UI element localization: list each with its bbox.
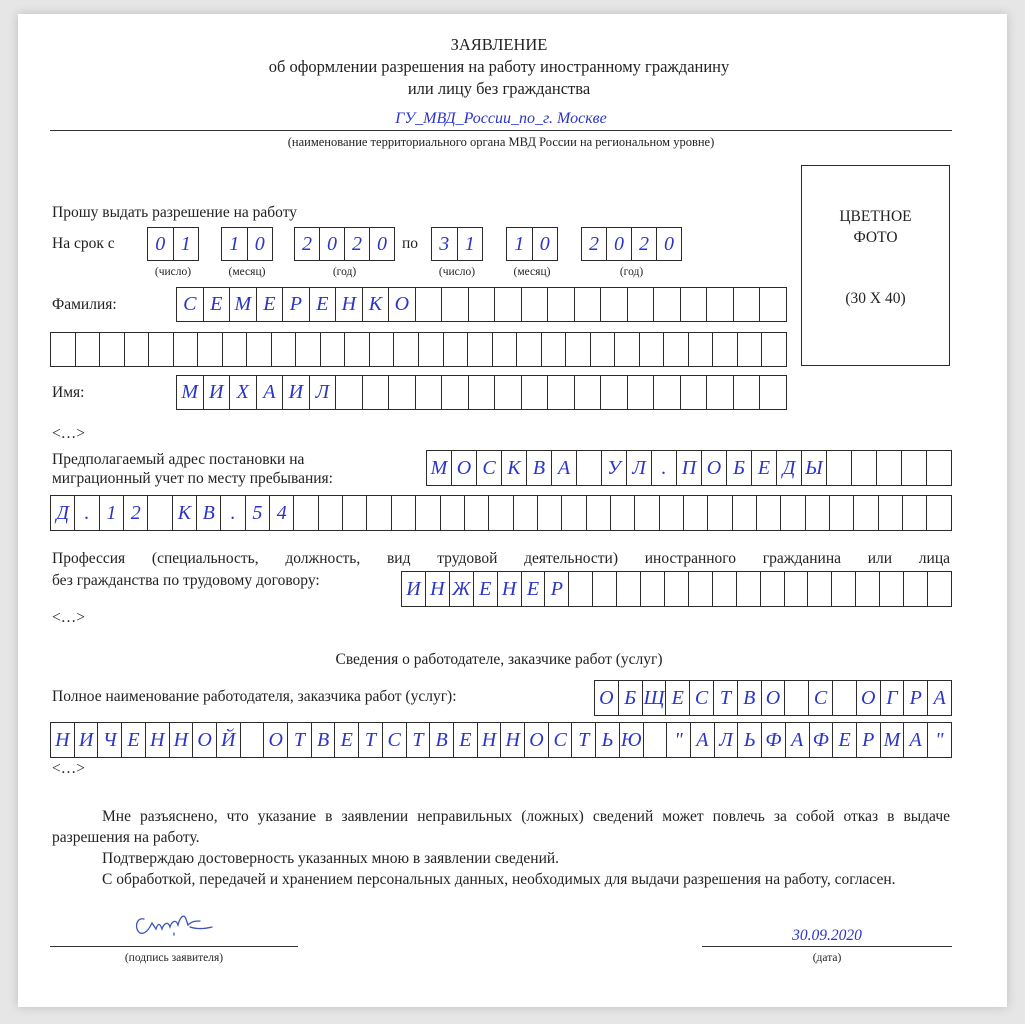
letter-box[interactable]	[903, 571, 928, 607]
letter-box[interactable]	[807, 571, 832, 607]
from-month-boxes[interactable]	[221, 227, 273, 261]
letter-box[interactable]	[627, 287, 655, 322]
letter-box[interactable]: 2	[344, 227, 370, 261]
letter-box[interactable]	[391, 495, 416, 531]
letter-box[interactable]	[616, 571, 641, 607]
letter-box[interactable]: В	[429, 722, 454, 758]
letter-box[interactable]: О	[388, 287, 416, 322]
letter-box[interactable]	[759, 287, 787, 322]
letter-box[interactable]: Х	[229, 375, 257, 410]
letter-box[interactable]: М	[880, 722, 905, 758]
caption-to-month: (месяц)	[513, 266, 551, 278]
letter-box[interactable]	[784, 680, 809, 716]
caption-from-year: (год)	[332, 266, 357, 278]
letter-box[interactable]: И	[401, 571, 426, 607]
letter-box[interactable]: Е	[309, 287, 337, 322]
letter-box[interactable]	[600, 287, 628, 322]
letter-box[interactable]	[659, 495, 684, 531]
letter-box[interactable]	[592, 571, 617, 607]
letter-box[interactable]: Е	[521, 571, 546, 607]
letter-box[interactable]: 1	[506, 227, 533, 261]
letter-box[interactable]: В	[737, 680, 762, 716]
employer-section-title: Сведения о работодателе, заказчике работ (услуг)	[335, 651, 663, 668]
letter-box[interactable]: Е	[473, 571, 498, 607]
letter-box[interactable]: 0	[532, 227, 559, 261]
letter-box[interactable]: Д	[50, 495, 75, 531]
letter-box[interactable]	[388, 375, 416, 410]
letter-box[interactable]	[627, 375, 655, 410]
authority-caption: (наименование территориального органа МВД России на региональном уровне)	[287, 135, 715, 149]
firstname-boxes[interactable]	[176, 375, 787, 410]
surname-boxes-row1[interactable]	[176, 287, 787, 322]
letter-box[interactable]: О	[761, 680, 786, 716]
letter-box[interactable]: А	[785, 722, 810, 758]
letter-box[interactable]	[516, 332, 542, 367]
letter-box[interactable]: О	[594, 680, 619, 716]
letter-box[interactable]	[521, 375, 549, 410]
letter-box[interactable]	[148, 332, 174, 367]
letter-box[interactable]: 3	[431, 227, 458, 261]
letter-box[interactable]	[440, 495, 465, 531]
letter-box[interactable]	[99, 332, 125, 367]
letter-box[interactable]	[680, 287, 708, 322]
letter-box[interactable]	[829, 495, 854, 531]
period-to-label: по	[402, 235, 419, 252]
caption-from-month: (месяц)	[228, 266, 266, 278]
letter-box[interactable]	[576, 450, 602, 486]
letter-box[interactable]	[561, 495, 586, 531]
letter-box[interactable]: Л	[626, 450, 652, 486]
letter-box[interactable]	[756, 495, 781, 531]
letter-box[interactable]: А	[690, 722, 715, 758]
date-caption: (дата)	[812, 952, 842, 964]
letter-box[interactable]	[610, 495, 635, 531]
letter-box[interactable]	[780, 495, 805, 531]
photo-label-line2: ФОТО	[853, 229, 898, 246]
date-field[interactable]: 30.09.2020	[792, 927, 862, 944]
letter-box[interactable]	[521, 287, 549, 322]
letter-box[interactable]: 0	[606, 227, 632, 261]
letter-box[interactable]	[362, 375, 390, 410]
letter-box[interactable]	[246, 332, 272, 367]
profession-label-line1: Профессия (специальность, должность, вид трудовой деятельности) иностранного гражданина или лица	[52, 550, 950, 567]
letter-box[interactable]: Й	[216, 722, 241, 758]
letter-box[interactable]	[759, 375, 787, 410]
letter-box[interactable]	[574, 287, 602, 322]
letter-box[interactable]: И	[74, 722, 99, 758]
address-boxes-row2[interactable]	[50, 495, 952, 531]
letter-box[interactable]: В	[311, 722, 336, 758]
letter-box[interactable]: Н	[500, 722, 525, 758]
to-day-boxes[interactable]	[431, 227, 483, 261]
letter-box[interactable]: О	[856, 680, 881, 716]
letter-box[interactable]: 2	[123, 495, 148, 531]
employer-boxes-row2[interactable]	[50, 722, 952, 758]
letter-box[interactable]: Ь	[737, 722, 762, 758]
letter-box[interactable]	[240, 722, 265, 758]
letter-box[interactable]	[468, 287, 496, 322]
letter-box[interactable]	[568, 571, 593, 607]
photo-box	[801, 165, 950, 366]
letter-box[interactable]	[760, 571, 785, 607]
letter-box[interactable]	[222, 332, 248, 367]
letter-box[interactable]: .	[651, 450, 677, 486]
letter-box[interactable]	[366, 495, 391, 531]
letter-box[interactable]: Б	[618, 680, 643, 716]
letter-box[interactable]: И	[203, 375, 231, 410]
letter-box[interactable]	[75, 332, 101, 367]
letter-box[interactable]	[927, 571, 952, 607]
photo-label-line1: ЦВЕТНОЕ	[839, 208, 912, 225]
address-label-line2: миграционный учет по месту пребывания:	[52, 470, 333, 487]
letter-box[interactable]: В	[196, 495, 221, 531]
letter-box[interactable]: С	[382, 722, 407, 758]
letter-box[interactable]	[878, 495, 903, 531]
letter-box[interactable]: А	[927, 680, 952, 716]
letter-box[interactable]	[600, 375, 628, 410]
letter-box[interactable]: 0	[369, 227, 395, 261]
letter-box[interactable]: Н	[335, 287, 363, 322]
letter-box[interactable]	[831, 571, 856, 607]
letter-box[interactable]	[197, 332, 223, 367]
letter-box[interactable]	[124, 332, 150, 367]
letter-box[interactable]	[680, 375, 708, 410]
letter-box[interactable]: 1	[457, 227, 484, 261]
letter-box[interactable]: Н	[145, 722, 170, 758]
letter-box[interactable]: Ы	[801, 450, 827, 486]
letter-box[interactable]: О	[192, 722, 217, 758]
form-title: ЗАЯВЛЕНИЕ	[450, 35, 548, 54]
letter-box[interactable]	[784, 571, 809, 607]
letter-box[interactable]: 1	[99, 495, 124, 531]
letter-box[interactable]: Е	[334, 722, 359, 758]
letter-box[interactable]: 4	[269, 495, 294, 531]
letter-box[interactable]	[639, 332, 665, 367]
letter-box[interactable]: К	[362, 287, 390, 322]
letter-box[interactable]	[643, 722, 668, 758]
letter-box[interactable]: Щ	[642, 680, 667, 716]
letter-box[interactable]	[565, 332, 591, 367]
letter-box[interactable]	[464, 495, 489, 531]
letter-box[interactable]	[271, 332, 297, 367]
form-subtitle-line2: или лицу без гражданства	[407, 79, 591, 98]
letter-box[interactable]: Е	[121, 722, 146, 758]
letter-box[interactable]	[832, 680, 857, 716]
letter-box[interactable]: Н	[50, 722, 75, 758]
letter-box[interactable]: Р	[903, 680, 928, 716]
letter-box[interactable]: Т	[358, 722, 383, 758]
letter-box[interactable]	[541, 332, 567, 367]
to-month-boxes[interactable]	[506, 227, 558, 261]
letter-box[interactable]: 2	[294, 227, 320, 261]
letter-box[interactable]	[851, 450, 877, 486]
letter-box[interactable]: С	[476, 450, 502, 486]
letter-box[interactable]: Н	[477, 722, 502, 758]
date-line	[702, 946, 952, 947]
letter-box[interactable]	[590, 332, 616, 367]
letter-box[interactable]: Л	[714, 722, 739, 758]
letter-box[interactable]	[653, 287, 681, 322]
handwritten-signature	[130, 907, 220, 947]
letter-box[interactable]	[441, 287, 469, 322]
letter-box[interactable]: Е	[832, 722, 857, 758]
letter-box[interactable]	[707, 495, 732, 531]
letter-box[interactable]: Е	[256, 287, 284, 322]
letter-box[interactable]: Ю	[619, 722, 644, 758]
letter-box[interactable]	[441, 375, 469, 410]
omission-mark-1: <…>	[52, 425, 85, 442]
letter-box[interactable]: Т	[713, 680, 738, 716]
letter-box[interactable]: Т	[406, 722, 431, 758]
authority-underline	[50, 130, 952, 131]
letter-box[interactable]	[415, 495, 440, 531]
letter-box[interactable]: Е	[751, 450, 777, 486]
letter-box[interactable]	[488, 495, 513, 531]
letter-box[interactable]: Л	[309, 375, 337, 410]
letter-box[interactable]	[761, 332, 787, 367]
request-label: Прошу выдать разрешение на работу	[52, 204, 298, 221]
letter-box[interactable]: С	[548, 722, 573, 758]
letter-box[interactable]	[926, 495, 951, 531]
letter-box[interactable]	[663, 332, 689, 367]
letter-box[interactable]	[805, 495, 830, 531]
letter-box[interactable]	[537, 495, 562, 531]
letter-box[interactable]	[688, 332, 714, 367]
letter-box[interactable]	[664, 571, 689, 607]
letter-box[interactable]: О	[263, 722, 288, 758]
declaration-paragraph-3: С обработкой, передачей и хранением персональных данных, необходимых для выдачи разрешения на работу, согласен.	[102, 871, 896, 888]
letter-box[interactable]	[879, 571, 904, 607]
letter-box[interactable]: Б	[726, 450, 752, 486]
letter-box[interactable]: О	[524, 722, 549, 758]
letter-box[interactable]: И	[282, 375, 310, 410]
letter-box[interactable]: М	[426, 450, 452, 486]
letter-box[interactable]: "	[666, 722, 691, 758]
letter-box[interactable]	[640, 571, 665, 607]
letter-box[interactable]: .	[220, 495, 245, 531]
letter-box[interactable]: Н	[425, 571, 450, 607]
letter-box[interactable]	[418, 332, 444, 367]
letter-box[interactable]: 0	[319, 227, 345, 261]
application-form-sheet	[18, 14, 1007, 1007]
letter-box[interactable]	[634, 495, 659, 531]
authority-field[interactable]: ГУ_МВД_России_по_г. Москве	[395, 110, 607, 127]
letter-box[interactable]: Ж	[449, 571, 474, 607]
letter-box[interactable]	[733, 287, 761, 322]
letter-box[interactable]: О	[701, 450, 727, 486]
letter-box[interactable]	[736, 571, 761, 607]
letter-box[interactable]	[688, 571, 713, 607]
letter-box[interactable]	[614, 332, 640, 367]
photo-size: (30 Х 40)	[845, 290, 906, 307]
signature-caption: (подпись заявителя)	[124, 952, 224, 964]
letter-box[interactable]: Е	[453, 722, 478, 758]
letter-box[interactable]	[653, 375, 681, 410]
letter-box[interactable]	[547, 375, 575, 410]
letter-box[interactable]: У	[601, 450, 627, 486]
letter-box[interactable]	[173, 332, 199, 367]
letter-box[interactable]	[50, 332, 76, 367]
letter-box[interactable]	[494, 287, 522, 322]
form-subtitle-line1: об оформлении разрешения на работу иностранному гражданину	[268, 57, 730, 76]
letter-box[interactable]	[513, 495, 538, 531]
letter-box[interactable]	[853, 495, 878, 531]
letter-box[interactable]	[369, 332, 395, 367]
letter-box[interactable]: Е	[665, 680, 690, 716]
declaration-paragraph-1: Мне разъяснено, что указание в заявлении неправильных (ложных) сведений может повлечь за собой отказ в выдаче разрешения на работу.	[52, 808, 950, 846]
letter-box[interactable]	[733, 375, 761, 410]
letter-box[interactable]	[293, 495, 318, 531]
letter-box[interactable]: П	[676, 450, 702, 486]
letter-box[interactable]	[706, 375, 734, 410]
letter-box[interactable]	[826, 450, 852, 486]
letter-box[interactable]	[443, 332, 469, 367]
firstname-label: Имя:	[52, 384, 85, 401]
profession-boxes[interactable]	[401, 571, 952, 607]
letter-box[interactable]	[732, 495, 757, 531]
surname-label: Фамилия:	[52, 296, 117, 313]
profession-label-line2: без гражданства по трудовому договору:	[52, 572, 320, 589]
letter-box[interactable]: 1	[221, 227, 248, 261]
letter-box[interactable]: 2	[631, 227, 657, 261]
letter-box[interactable]	[295, 332, 321, 367]
omission-mark-2: <…>	[52, 609, 85, 626]
letter-box[interactable]: М	[176, 375, 204, 410]
employer-boxes-row1[interactable]	[594, 680, 952, 716]
letter-box[interactable]: К	[172, 495, 197, 531]
letter-box[interactable]: Н	[169, 722, 194, 758]
letter-box[interactable]: Ф	[809, 722, 834, 758]
letter-box[interactable]: Р	[856, 722, 881, 758]
letter-box[interactable]	[712, 571, 737, 607]
letter-box[interactable]	[737, 332, 763, 367]
declaration-paragraph-2: Подтверждаю достоверность указанных мною в заявлении сведений.	[102, 850, 560, 867]
letter-box[interactable]: О	[451, 450, 477, 486]
letter-box[interactable]	[342, 495, 367, 531]
letter-box[interactable]	[344, 332, 370, 367]
address-boxes-row1[interactable]	[426, 450, 952, 486]
letter-box[interactable]	[901, 450, 927, 486]
letter-box[interactable]: Г	[880, 680, 905, 716]
letter-box[interactable]: Т	[571, 722, 596, 758]
letter-box[interactable]: 0	[147, 227, 174, 261]
letter-box[interactable]: С	[176, 287, 204, 322]
caption-from-day: (число)	[154, 266, 192, 278]
address-label-line1: Предполагаемый адрес постановки на	[52, 451, 305, 468]
letter-box[interactable]: 1	[173, 227, 200, 261]
letter-box[interactable]	[494, 375, 522, 410]
from-year-boxes[interactable]	[294, 227, 395, 261]
letter-box[interactable]: Н	[497, 571, 522, 607]
letter-box[interactable]: А	[903, 722, 928, 758]
letter-box[interactable]	[586, 495, 611, 531]
letter-box[interactable]: Т	[287, 722, 312, 758]
letter-box[interactable]	[492, 332, 518, 367]
letter-box[interactable]: С	[808, 680, 833, 716]
letter-box[interactable]	[855, 571, 880, 607]
letter-box[interactable]: С	[689, 680, 714, 716]
letter-box[interactable]	[574, 375, 602, 410]
letter-box[interactable]	[712, 332, 738, 367]
letter-box[interactable]: 0	[247, 227, 274, 261]
letter-box[interactable]	[320, 332, 346, 367]
letter-box[interactable]: 5	[245, 495, 270, 531]
letter-box[interactable]: К	[501, 450, 527, 486]
letter-box[interactable]	[683, 495, 708, 531]
letter-box[interactable]	[876, 450, 902, 486]
to-year-boxes[interactable]	[581, 227, 682, 261]
letter-box[interactable]: "	[927, 722, 952, 758]
letter-box[interactable]	[318, 495, 343, 531]
letter-box[interactable]	[926, 450, 952, 486]
letter-box[interactable]: Ь	[595, 722, 620, 758]
letter-box[interactable]: .	[74, 495, 99, 531]
letter-box[interactable]	[547, 287, 575, 322]
letter-box[interactable]	[147, 495, 172, 531]
letter-box[interactable]: Р	[544, 571, 569, 607]
caption-to-day: (число)	[438, 266, 476, 278]
from-day-boxes[interactable]	[147, 227, 199, 261]
signature-line[interactable]	[50, 946, 298, 947]
omission-mark-3: <…>	[52, 760, 85, 777]
letter-box[interactable]: М	[229, 287, 257, 322]
employer-label: Полное наименование работодателя, заказчика работ (услуг):	[52, 688, 457, 705]
letter-box[interactable]: В	[526, 450, 552, 486]
letter-box[interactable]: Ф	[761, 722, 786, 758]
letter-box[interactable]	[902, 495, 927, 531]
letter-box[interactable]: А	[256, 375, 284, 410]
letter-box[interactable]: 2	[581, 227, 607, 261]
letter-box[interactable]: 0	[656, 227, 682, 261]
letter-box[interactable]	[468, 375, 496, 410]
letter-box[interactable]: А	[551, 450, 577, 486]
surname-boxes-row2[interactable]	[50, 332, 787, 367]
letter-box[interactable]: Д	[776, 450, 802, 486]
letter-box[interactable]: Р	[282, 287, 310, 322]
letter-box[interactable]	[415, 287, 443, 322]
letter-box[interactable]	[335, 375, 363, 410]
caption-to-year: (год)	[619, 266, 644, 278]
letter-box[interactable]	[706, 287, 734, 322]
letter-box[interactable]	[415, 375, 443, 410]
period-from-label: На срок с	[52, 235, 115, 252]
letter-box[interactable]: Ч	[97, 722, 122, 758]
letter-box[interactable]	[393, 332, 419, 367]
letter-box[interactable]: Е	[203, 287, 231, 322]
letter-box[interactable]	[467, 332, 493, 367]
